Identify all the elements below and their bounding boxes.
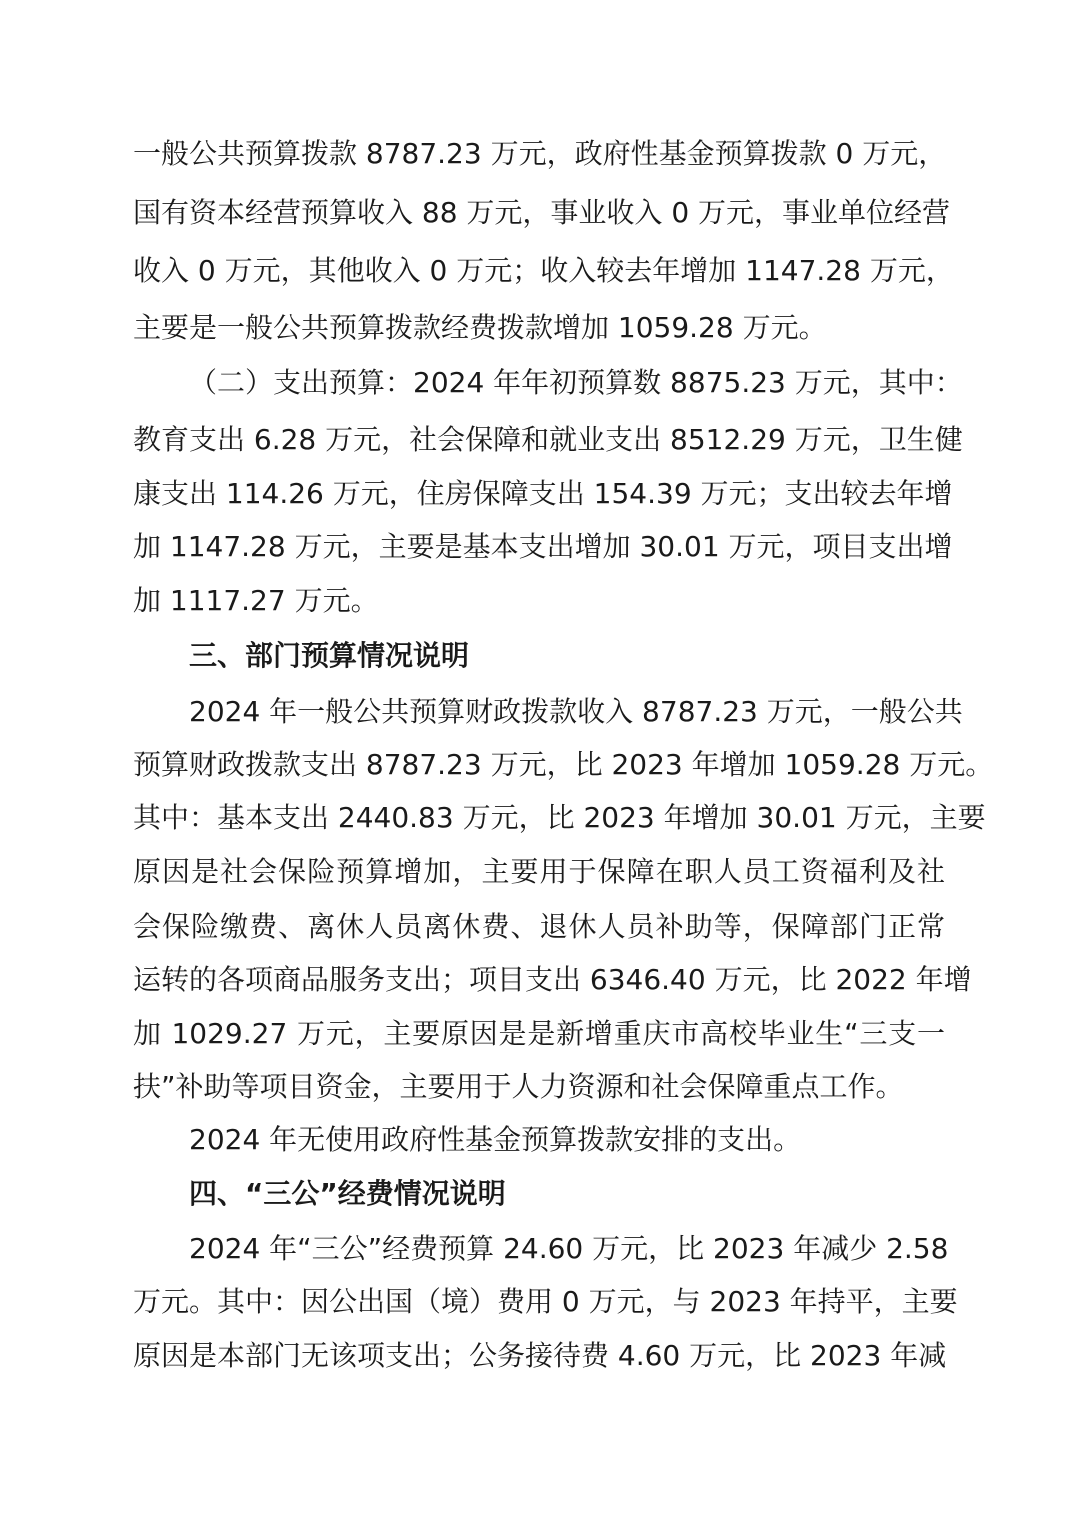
paragraph-line: 扶”补助等项目资金，主要用于人力资源和社会保障重点工作。 [133, 1070, 904, 1103]
paragraph-line: 原因是社会保险预算增加，主要用于保障在职人员工资福利及社 [133, 855, 945, 888]
paragraph-line: 加 1117.27 万元。 [133, 584, 379, 617]
paragraph-line: 预算财政拨款支出 8787.23 万元，比 2023 年增加 1059.28 万元。 [133, 748, 994, 781]
paragraph-line: 康支出 114.26 万元，住房保障支出 154.39 万元；支出较去年增 [133, 477, 953, 510]
paragraph-line: 万元。其中：因公出国（境）费用 0 万元，与 2023 年持平，主要 [133, 1285, 958, 1318]
paragraph-line: 运转的各项商品服务支出；项目支出 6346.40 万元，比 2022 年增 [133, 963, 972, 996]
paragraph-line: 主要是一般公共预算拨款经费拨款增加 1059.28 万元。 [133, 311, 827, 344]
paragraph-line: 会保险缴费、离休人员离休费、退休人员补助等，保障部门正常 [133, 910, 945, 943]
paragraph-line: （二）支出预算：2024 年年初预算数 8875.23 万元，其中： [189, 366, 963, 399]
paragraph-line: 其中：基本支出 2440.83 万元，比 2023 年增加 30.01 万元，主要 [133, 801, 986, 834]
paragraph-line: 加 1147.28 万元，主要是基本支出增加 30.01 万元，项目支出增 [133, 530, 953, 563]
paragraph-line: 一般公共预算拨款 8787.23 万元，政府性基金预算拨款 0 万元， [133, 137, 947, 170]
paragraph-line: 原因是本部门无该项支出；公务接待费 4.60 万元，比 2023 年减 [133, 1339, 947, 1372]
section-heading: 四、“三公”经费情况说明 [189, 1177, 506, 1210]
paragraph-line: 加 1029.27 万元，主要原因是是新增重庆市高校毕业生“三支一 [133, 1017, 945, 1050]
paragraph-line: 国有资本经营预算收入 88 万元，事业收入 0 万元，事业单位经营 [133, 196, 951, 229]
paragraph-line: 2024 年无使用政府性基金预算拨款安排的支出。 [189, 1123, 802, 1156]
paragraph-line: 教育支出 6.28 万元，社会保障和就业支出 8512.29 万元，卫生健 [133, 423, 963, 456]
section-heading: 三、部门预算情况说明 [189, 639, 470, 672]
paragraph-line: 2024 年“三公”经费预算 24.60 万元，比 2023 年减少 2.58 [189, 1232, 949, 1265]
paragraph-line: 2024 年一般公共预算财政拨款收入 8787.23 万元，一般公共 [189, 695, 963, 728]
paragraph-line: 收入 0 万元，其他收入 0 万元；收入较去年增加 1147.28 万元， [133, 254, 954, 287]
